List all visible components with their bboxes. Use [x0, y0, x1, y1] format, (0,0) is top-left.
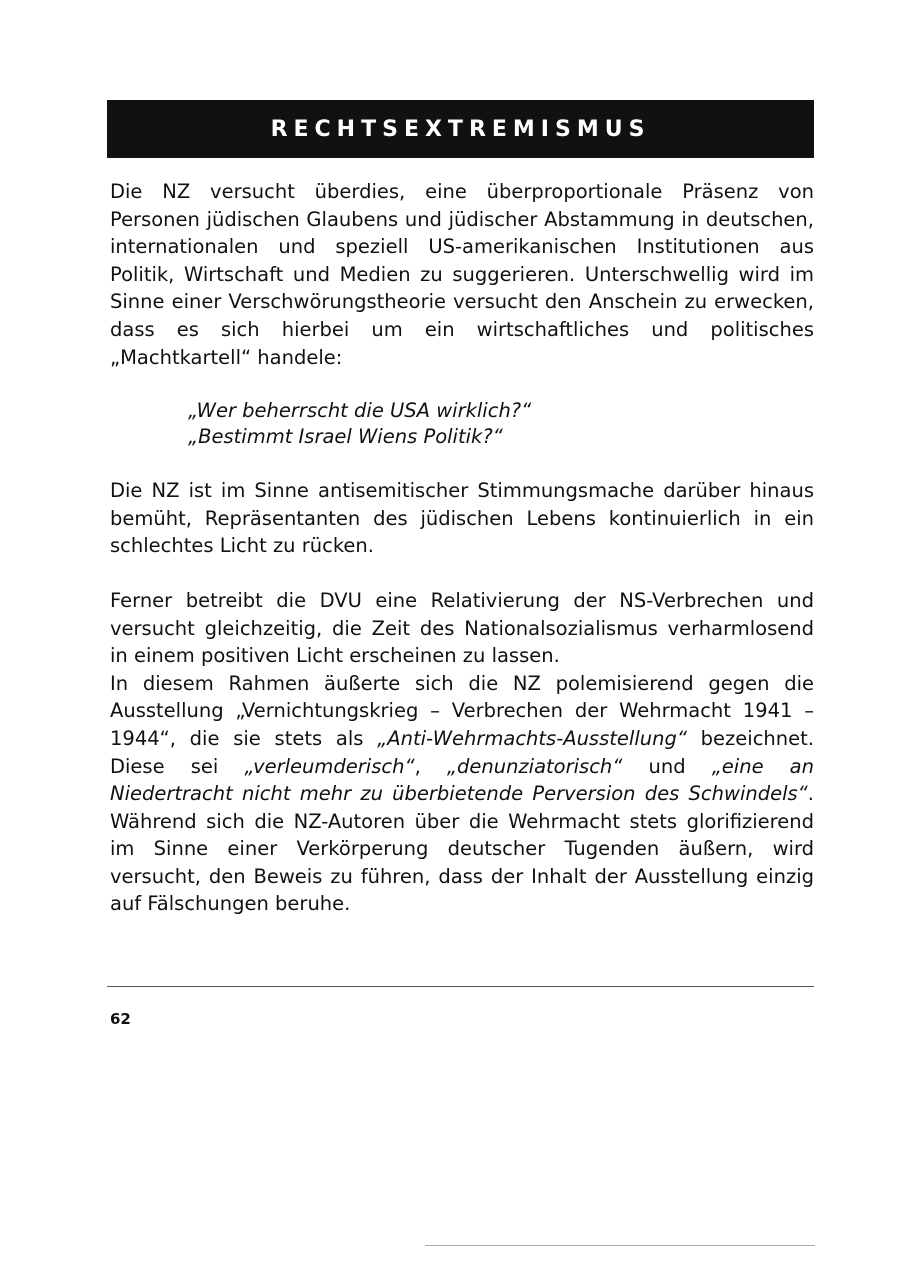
body-paragraph-3: Ferner betreibt die DVU eine Relativierung der NS-Verbrechen und versucht gleichzeitig, die Zeit des Nationalsozialismus verharmlosend in einem positiven Licht erscheinen zu lassen.	[110, 588, 814, 668]
spacer	[110, 450, 814, 477]
section-title: RECHTSEXTREMISMUS	[270, 116, 651, 142]
body-paragraph-1: Die NZ versucht überdies, eine überproportionale Präsenz von Personen jüdischen Glaubens und jüdischer Abstammung in deutschen, internationalen und speziell US-amerikanischen Institutionen aus Politik, Wirtschaft und Medien zu suggerieren. Unterschwellig wird im Sinne einer Verschwörungstheorie versucht den Anschein zu erwecken, dass es sich hierbei um ein wirtschaftliches und politisches „Machtkartell“ handele:	[110, 180, 814, 369]
body-paragraph-4	[110, 670, 814, 918]
paragraph-4-quote-4: „eine an Niedertracht nicht mehr zu überbietende Perversion des Schwindels“	[110, 754, 814, 806]
paragraph-4-text-5: . Während sich die NZ-Autoren über die Wehrmacht stets glorifizierend im Sinne einer Verkörperung deutscher Tugenden äußern, wird versucht, den Beweis zu führen, dass der Inhalt der Ausstellung einzig auf Fälschungen beruhe.	[110, 782, 814, 916]
paragraph-4-quote-2: „verleumderisch“	[244, 754, 415, 778]
quote-line-2: „Bestimmt Israel Wiens Politik?“	[188, 425, 503, 449]
paragraph-4-text-1: In diesem Rahmen äußerte sich die NZ polemisierend gegen die Ausstellung „Vernichtungskrieg – Verbrechen der Wehrmacht 1941 – 1944“, die sie stets als	[110, 671, 814, 750]
paragraph-4-text-3: ,	[414, 754, 447, 778]
bottom-edge-line	[425, 1245, 815, 1246]
spacer	[110, 560, 814, 587]
body-paragraph-2: Die NZ ist im Sinne antisemitischer Stimmungsmache darüber hinaus bemüht, Repräsentanten des jüdischen Lebens kontinuierlich in ein schlechtes Licht zu rücken.	[110, 479, 814, 558]
footer-divider	[107, 986, 814, 987]
quote-block	[110, 398, 814, 450]
page-number: 62	[110, 1010, 131, 1028]
paragraph-4-text-4: und	[622, 754, 712, 778]
spacer	[110, 371, 814, 398]
paragraph-4-text-2: bezeichnet. Diese sei	[110, 726, 814, 778]
quote-line-1: „Wer beherrscht die USA wirklich?“	[188, 399, 532, 423]
page-body	[110, 178, 814, 918]
paragraph-4-quote-3: „denunziatorisch“	[446, 754, 623, 778]
section-header-bar	[107, 100, 814, 158]
paragraph-4-quote-1: „Anti-Wehrmachts-Ausstellung“	[377, 726, 687, 750]
